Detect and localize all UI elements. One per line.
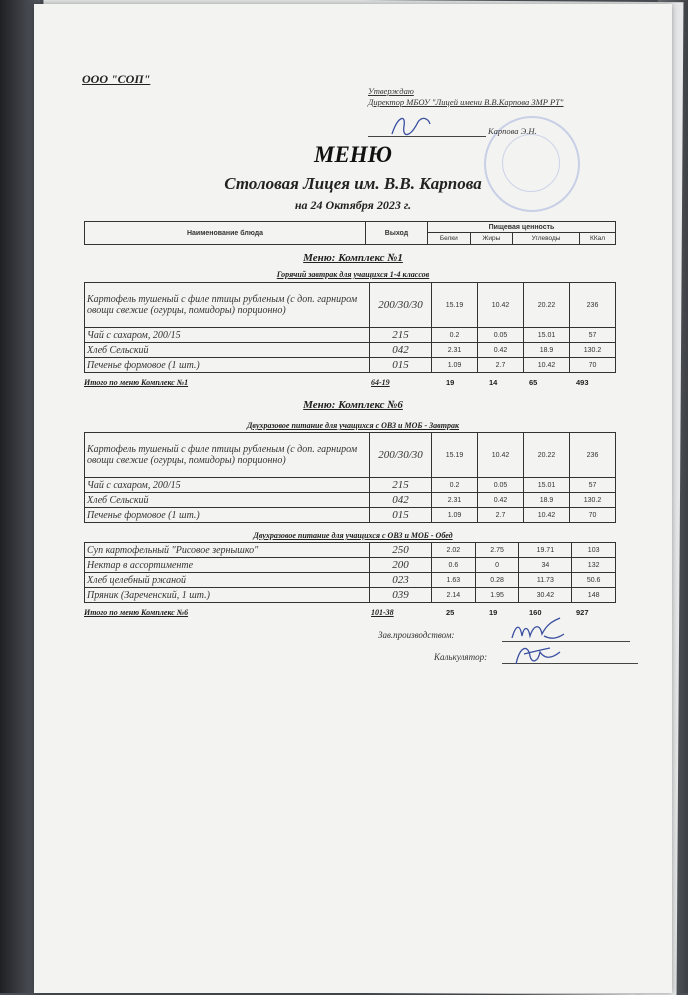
- dish-name: Печенье формовое (1 шт.): [85, 508, 370, 523]
- dish-fat: 0.28: [475, 573, 519, 588]
- complex6-lunch-title: Двухразовое питание для учащихся с ОВЗ и МОБ - Обед: [253, 531, 453, 540]
- dish-output: 215: [370, 328, 432, 343]
- calculator-label: Калькулятор:: [434, 652, 488, 662]
- table-row: [85, 478, 616, 493]
- table-row: [85, 283, 616, 328]
- table-row: [85, 493, 616, 508]
- dish-kcal: 103: [572, 543, 616, 558]
- dish-output: 039: [370, 588, 432, 603]
- dish-carbs: 20.22: [524, 283, 570, 328]
- total-protein: 19: [446, 378, 455, 387]
- dish-name: Хлеб Сельский: [85, 343, 370, 358]
- header-fat: Жиры: [470, 233, 513, 245]
- dish-output: 042: [370, 493, 432, 508]
- dish-output: 200/30/30: [370, 283, 432, 328]
- header-kcal: ККал: [580, 233, 616, 245]
- dish-name: Хлеб целебный ржаной: [85, 573, 370, 588]
- table-row: [85, 358, 616, 373]
- dish-name: Чай с сахаром, 200/15: [85, 478, 370, 493]
- dish-protein: 2.02: [432, 543, 476, 558]
- dish-name: Хлеб Сельский: [85, 493, 370, 508]
- dish-fat: 2.75: [475, 543, 519, 558]
- dish-output: 015: [370, 358, 432, 373]
- dish-kcal: 57: [570, 328, 616, 343]
- dish-carbs: 30.42: [519, 588, 572, 603]
- approval-block: [368, 86, 598, 108]
- total-output: 101-38: [371, 608, 394, 617]
- dish-output: 023: [370, 573, 432, 588]
- approval-line-1: Утверждаю: [368, 86, 414, 96]
- dish-output: 042: [370, 343, 432, 358]
- table-row: [85, 433, 616, 478]
- table-row: [85, 328, 616, 343]
- complex6-breakfast-title: Двухразовое питание для учащихся с ОВЗ и МОБ - Завтрак: [246, 421, 460, 430]
- dish-protein: 0.2: [432, 328, 478, 343]
- dish-kcal: 148: [572, 588, 616, 603]
- dish-fat: 0.05: [478, 328, 524, 343]
- total-fat: 19: [489, 608, 498, 617]
- complex6-lunch-table: [84, 542, 616, 603]
- total-fat: 14: [489, 378, 498, 387]
- header-protein: Белки: [428, 233, 471, 245]
- dish-fat: 0.42: [478, 493, 524, 508]
- dish-carbs: 18.9: [524, 343, 570, 358]
- complex6-title: Меню: Комплекс №6: [303, 399, 403, 411]
- dish-fat: 10.42: [478, 283, 524, 328]
- dish-carbs: 18.9: [524, 493, 570, 508]
- header-carbs: Углеводы: [513, 233, 580, 245]
- dish-carbs: 19.71: [519, 543, 572, 558]
- dish-protein: 2.14: [432, 588, 476, 603]
- dish-carbs: 34: [519, 558, 572, 573]
- dish-output: 215: [370, 478, 432, 493]
- dish-fat: 10.42: [478, 433, 524, 478]
- director-signature: [388, 112, 434, 140]
- dish-fat: 0.42: [478, 343, 524, 358]
- dish-protein: 15.19: [432, 433, 478, 478]
- dish-output: 200/30/30: [370, 433, 432, 478]
- dish-carbs: 20.22: [524, 433, 570, 478]
- dish-carbs: 15.01: [524, 478, 570, 493]
- dish-kcal: 132: [572, 558, 616, 573]
- header-nutrition: Пищевая ценность: [428, 222, 616, 233]
- table-row: [85, 343, 616, 358]
- complex1-table: [84, 282, 616, 373]
- complex1-title: Меню: Комплекс №1: [303, 252, 403, 264]
- dish-fat: 1.95: [475, 588, 519, 603]
- page-subtitle: Столовая Лицея им. В.В. Карпова: [224, 174, 482, 193]
- dish-name: Картофель тушеный с филе птицы рубленым (с доп. гарниром овощи свежие (огурцы, помидоры) порционно): [85, 283, 370, 328]
- total-kcal: 493: [576, 378, 589, 387]
- dish-protein: 1.09: [432, 508, 478, 523]
- table-row: [85, 573, 616, 588]
- dish-name: Картофель тушеный с филе птицы рубленым (с доп. гарниром овощи свежие (огурцы, помидоры) порционно): [85, 433, 370, 478]
- dish-protein: 1.09: [432, 358, 478, 373]
- page-title: МЕНЮ: [314, 142, 392, 167]
- total-kcal: 927: [576, 608, 589, 617]
- dish-output: 250: [370, 543, 432, 558]
- dish-protein: 0.6: [432, 558, 476, 573]
- dish-kcal: 70: [570, 358, 616, 373]
- dish-name: Суп картофельный "Рисовое зернышко": [85, 543, 370, 558]
- dish-protein: 1.63: [432, 573, 476, 588]
- production-manager-label: Зав.производством:: [378, 630, 455, 640]
- header-output: Выход: [366, 222, 428, 245]
- calculator-signature: [510, 640, 566, 668]
- dish-output: 200: [370, 558, 432, 573]
- table-row: [85, 558, 616, 573]
- total-label: Итого по меню Комплекс №6: [84, 608, 189, 617]
- dish-protein: 2.31: [432, 493, 478, 508]
- dish-kcal: 236: [570, 283, 616, 328]
- dish-protein: 2.31: [432, 343, 478, 358]
- dish-carbs: 10.42: [524, 358, 570, 373]
- total-output: 64-19: [371, 378, 390, 387]
- company-name: ООО "СОП": [82, 72, 151, 86]
- table-row: [85, 543, 616, 558]
- dish-protein: 15.19: [432, 283, 478, 328]
- table-row: [85, 508, 616, 523]
- dish-fat: 0.05: [478, 478, 524, 493]
- dish-carbs: 15.01: [524, 328, 570, 343]
- total-carbs: 65: [529, 378, 538, 387]
- dish-fat: 0: [475, 558, 519, 573]
- complex6-breakfast-table: [84, 432, 616, 523]
- dish-name: Печенье формовое (1 шт.): [85, 358, 370, 373]
- table-header: [84, 221, 616, 245]
- total-protein: 25: [446, 608, 455, 617]
- header-dish: Наименование блюда: [85, 222, 366, 245]
- dish-kcal: 57: [570, 478, 616, 493]
- complex1-subtitle: Горячий завтрак для учащихся 1-4 классов: [276, 270, 430, 279]
- dish-output: 015: [370, 508, 432, 523]
- dish-kcal: 236: [570, 433, 616, 478]
- menu-date: на 24 Октября 2023 г.: [294, 198, 412, 212]
- dish-protein: 0.2: [432, 478, 478, 493]
- menu-sheet: [34, 4, 672, 993]
- total-carbs: 160: [529, 608, 542, 617]
- dish-kcal: 130.2: [570, 493, 616, 508]
- approval-line-2: Директор МБОУ "Лицей имени В.В.Карпова ЗМР РТ": [368, 97, 564, 107]
- dish-kcal: 50.6: [572, 573, 616, 588]
- dish-fat: 2.7: [478, 358, 524, 373]
- dish-name: Нектар в ассортименте: [85, 558, 370, 573]
- complex1-total: [84, 378, 616, 388]
- dish-carbs: 10.42: [524, 508, 570, 523]
- dish-name: Чай с сахаром, 200/15: [85, 328, 370, 343]
- dish-kcal: 130.2: [570, 343, 616, 358]
- dish-kcal: 70: [570, 508, 616, 523]
- dish-name: Пряник (Зареченский, 1 шт.): [85, 588, 370, 603]
- dish-fat: 2.7: [478, 508, 524, 523]
- total-label: Итого по меню Комплекс №1: [84, 378, 189, 387]
- approval-name: Карпова Э.Н.: [488, 126, 537, 136]
- dish-carbs: 11.73: [519, 573, 572, 588]
- table-row: [85, 588, 616, 603]
